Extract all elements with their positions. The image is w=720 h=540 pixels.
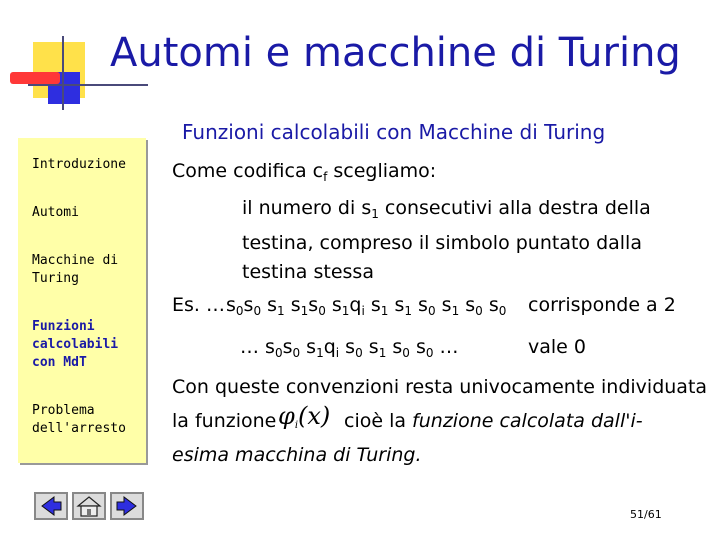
sidebar-nav bbox=[18, 138, 146, 463]
encoding-description: il numero di $s_1$ consecutivi alla destra della testina, compreso il simbolo puntato dalla testina stessa bbox=[242, 197, 651, 283]
sidebar-item-introduzione[interactable]: Introduzione bbox=[32, 157, 126, 172]
sidebar-item-problema-arresto[interactable]: Problema dell'arresto bbox=[32, 403, 126, 436]
slide-title: Automi e macchine di Turing bbox=[110, 30, 681, 76]
example-label: Es. … bbox=[172, 294, 225, 316]
sidebar-item-macchine-di-turing[interactable]: Macchine di Turing bbox=[32, 253, 119, 286]
example-tape-1: $s_0s_0$ $s_1$ $s_1s_0$ $s_1q_i$ $s_1$ $s_1$ $s_0$ $s_1$ $s_0$ $s_0$ bbox=[226, 294, 507, 318]
conclusion-line-2-end: cioè la funzione calcolata dall'i- bbox=[344, 410, 643, 432]
page-number: 51/61 bbox=[630, 508, 662, 521]
example-result-2: vale 0 bbox=[528, 336, 586, 358]
back-arrow-icon bbox=[36, 494, 66, 518]
conclusion-line-2-start: la funzione bbox=[172, 410, 277, 432]
home-button[interactable] bbox=[72, 492, 106, 520]
logo-horizontal-line bbox=[28, 84, 148, 86]
logo-vertical-line bbox=[62, 36, 64, 110]
example-result-1: corrisponde a 2 bbox=[528, 294, 676, 316]
phi-i-formula: $\varphi_i(x)$ bbox=[278, 402, 331, 431]
forward-arrow-icon bbox=[112, 494, 142, 518]
home-icon bbox=[74, 494, 104, 518]
sidebar-item-automi[interactable]: Automi bbox=[32, 205, 79, 220]
encoding-intro: Come codifica $c_f$ scegliamo: bbox=[172, 160, 437, 184]
logo-red-bar bbox=[10, 72, 60, 84]
conclusion-line-1: Con queste convenzioni resta univocamente individuata bbox=[172, 376, 708, 398]
example-tape-2: … $s_0s_0$ $s_1q_i$ $s_0$ $s_1$ $s_0$ $s_0$ … bbox=[240, 336, 459, 360]
slide-subtitle: Funzioni calcolabili con Macchine di Turing bbox=[182, 120, 606, 144]
back-button[interactable] bbox=[34, 492, 68, 520]
sidebar-item-funzioni-calcolabili[interactable]: Funzioni calcolabili con MdT bbox=[32, 319, 119, 370]
conclusion-line-3: esima macchina di Turing. bbox=[172, 444, 422, 466]
forward-button[interactable] bbox=[110, 492, 144, 520]
